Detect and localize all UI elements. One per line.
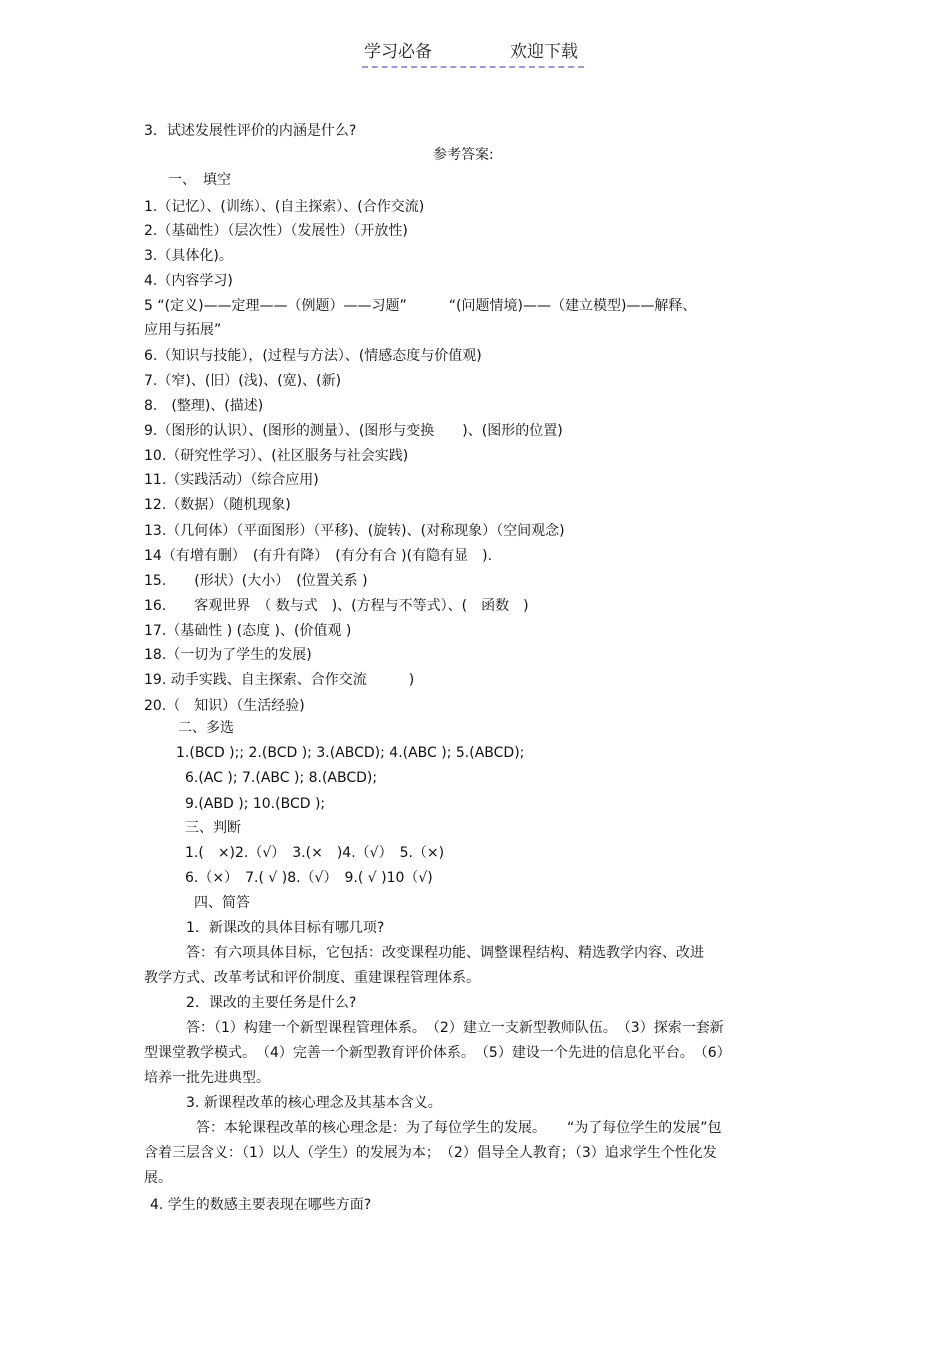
fill-answer-5-cont: 应用与拓展” [144, 322, 222, 338]
short-answer-2-line-2: 型课堂教学模式。 （4）完善一个新型教育评价体系。 （5）建设一个先进的信息化平台。 （6） [144, 1045, 731, 1061]
fill-answer-12: 12.（数据）（随机现象) [144, 497, 291, 513]
choice-answers-row-3: 9.(ABD ); 10.(BCD ); [185, 796, 326, 812]
short-answer-1-line-2: 教学方式、改革考试和评价制度、重建课程管理体系。 [144, 970, 480, 986]
fill-answer-13: 13.（几何体）（平面图形）（平移)、(旋转)、(对称现象）（空间观念) [144, 523, 565, 539]
fill-answer-19: 19. 动手实践、自主探索、合作交流 ) [144, 672, 415, 688]
judge-answers-row-2: 6.（×） 7.( √ )8.（√） 9.( √ )10（√) [185, 870, 433, 886]
short-answer-2-line-3: 培养一批先进典型。 [144, 1070, 270, 1086]
fill-answer-20: 20.（ 知识）（生活经验) [144, 698, 305, 714]
fill-answer-18: 18.（一切为了学生的发展) [144, 647, 312, 663]
fill-answer-16: 16. 客观世界 （ 数与式 )、(方程与不等式）、( 函数 ) [144, 598, 529, 614]
question-3: 3．试述发展性评价的内涵是什么? [144, 123, 357, 139]
fill-answer-15: 15. (形状）(大小） (位置关系 ) [144, 573, 368, 589]
section-2-title: 二、多选 [178, 720, 234, 736]
short-question-1: 1．新课改的具体目标有哪几项? [186, 920, 385, 936]
header-left-text: 学习必备 [364, 42, 432, 62]
fill-answer-17: 17.（基础性 ) (态度 )、(价值观 ) [144, 623, 352, 639]
page-header [362, 40, 584, 68]
fill-answer-6: 6.（知识与技能），(过程与方法）、(情感态度与价值观) [144, 348, 482, 364]
fill-answer-8: 8. (整理)、(描述) [144, 398, 264, 414]
short-answer-1-line-1: 答：有六项具体目标，它包括：改变课程功能、调整课程结构、精选教学内容、改进 [186, 945, 704, 961]
fill-answer-3: 3.（具体化)。 [144, 248, 233, 264]
short-answer-2-line-1: 答：（1）构建一个新型课程管理体系。 （2）建立一支新型教师队伍。 （3）探索一套新 [186, 1020, 724, 1036]
short-answer-3-line-2: 含着三层含义：（1）以人（学生）的发展为本； （2）倡导全人教育；（3）追求学生个性化发 [144, 1145, 717, 1161]
fill-answer-2: 2.（基础性）（层次性）（发展性）（开放性) [144, 223, 408, 239]
short-question-4: 4. 学生的数感主要表现在哪些方面? [150, 1197, 372, 1213]
section-3-title: 三、判断 [185, 820, 241, 836]
section-1-title: 一、 填空 [168, 172, 231, 188]
fill-answer-10: 10.（研究性学习）、(社区服务与社会实践) [144, 448, 409, 464]
fill-answer-4: 4.（内容学习) [144, 273, 233, 289]
short-answer-3-line-1: 答：本轮课程改革的核心理念是：为了每位学生的发展。 “为了每位学生的发展”包 [196, 1120, 722, 1136]
fill-answer-7: 7.（窄)、(旧）(浅)、(宽)、(新) [144, 373, 342, 389]
judge-answers-row-1: 1.( ×)2.（√） 3.(× )4.（√） 5.（×) [185, 845, 445, 861]
answer-title: 参考答案: [433, 147, 494, 163]
short-question-3: 3. 新课程改革的核心理念及其基本含义。 [186, 1095, 442, 1111]
fill-answer-14: 14（有增有删） (有升有降） (有分有合 )(有隐有显 ). [144, 548, 493, 564]
section-4-title: 四、简答 [194, 895, 250, 911]
short-answer-3-line-3: 展。 [144, 1170, 172, 1186]
fill-answer-1: 1.（记忆）、(训练）、(自主探索）、(合作交流) [144, 199, 425, 215]
header-right-text: 欢迎下载 [510, 42, 578, 62]
fill-answer-5: 5 “(定义)——定理——（例题）——习题” “(问题情境)——（建立模型)——解释、 [144, 298, 697, 314]
choice-answers-row-2: 6.(AC ); 7.(ABC ); 8.(ABCD); [185, 770, 378, 786]
short-question-2: 2．课改的主要任务是什么? [186, 995, 357, 1011]
fill-answer-9: 9.（图形的认识）、(图形的测量）、(图形与变换 )、(图形的位置) [144, 423, 563, 439]
fill-answer-11: 11.（实践活动）（综合应用) [144, 472, 319, 488]
choice-answers-row-1: 1.(BCD );; 2.(BCD ); 3.(ABCD); 4.(ABC ); 5.(ABCD); [176, 745, 525, 761]
